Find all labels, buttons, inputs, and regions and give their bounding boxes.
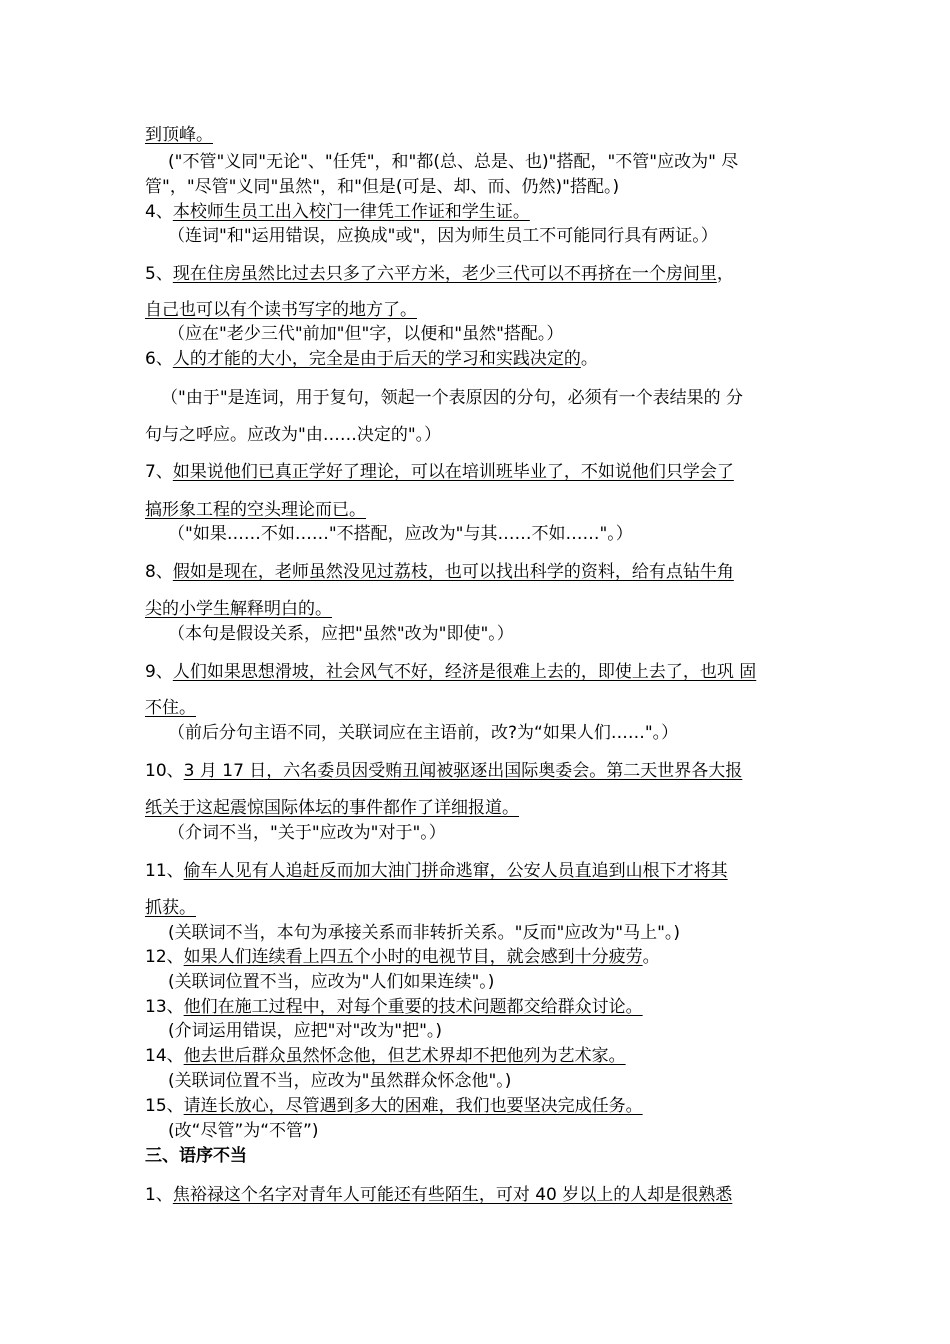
exercise-item-14 [145, 1045, 810, 1067]
exercise-item-12: 12、如果人们连续看上四五个小时的电视节目，就会感到十分疲劳。 [145, 947, 660, 967]
exercise-item-10 [145, 760, 810, 782]
text-line [145, 897, 810, 919]
underlined-text: 如果人们连续看上四五个小时的电视节目，就会感到十分疲劳 [183, 947, 643, 967]
explanation-line: 管"，"尽管"义同"虽然"，和"但是(可是、却、而、仍然)"搭配。) [145, 177, 620, 197]
item-number: 14、 [145, 1046, 184, 1066]
item-number: 4、 [145, 202, 173, 222]
item-number: 1、 [145, 1185, 173, 1205]
text-line [145, 299, 810, 321]
exercise-item-15 [145, 1095, 810, 1117]
explanation-line: 句与之呼应。应改为"由……决定的"。） [145, 425, 442, 445]
underlined-text: 纸关于这起震惊国际体坛的事件都作了详细报道。 [145, 798, 519, 818]
explanation-line: （连词"和"运用错误，应换成"或"，因为师生员工不可能同行具有两证。） [168, 226, 718, 246]
item-number: 11、 [145, 861, 184, 881]
item-number: 13、 [145, 997, 184, 1017]
text-line [145, 797, 810, 819]
underlined-text: 人们如果思想滑坡，社会风气不好，经济是很难上去的，即使上去了，也巩 固 [172, 662, 757, 682]
exercise-item-8 [145, 561, 810, 583]
item-number: 10、 [145, 761, 184, 781]
item-number: 5、 [145, 264, 173, 284]
exercise-item-11 [145, 860, 810, 882]
explanation-line: (关联词不当，本句为承接关系而非转折关系。"反而"应改为"马上"。) [168, 923, 681, 943]
exercise-item-13 [145, 996, 810, 1018]
underlined-text: 3 月 17 日，六名委员因受贿丑闻被驱逐出国际奥委会。第二天世界各大报 [183, 761, 743, 781]
explanation-line: （"由于"是连词，用于复句，领起一个表原因的分句，必须有一个表结果的 分 [161, 388, 744, 408]
underlined-text: 如果说他们已真正学好了理论，可以在培训班毕业了，不如说他们只学会了 [172, 462, 734, 482]
text-line [145, 598, 810, 620]
underlined-text: 本校师生员工出入校门一律凭工作证和学生证。 [172, 202, 530, 222]
exercise-item-7 [145, 461, 810, 483]
underlined-text: 现在住房虽然比过去只多了六平方米，老少三代可以不再挤在一个房间里 [172, 264, 717, 284]
explanation-line: (关联词位置不当，应改为"人们如果连续"。) [168, 972, 495, 992]
item-number: 15、 [145, 1096, 184, 1116]
text-line [145, 499, 810, 521]
item-number: 6、 [145, 349, 173, 369]
underlined-text: 尖的小学生解释明白的。 [145, 599, 332, 619]
section-heading: 三、语序不当 [145, 1146, 247, 1166]
text-line [145, 697, 810, 719]
underlined-text: 搞形象工程的空头理论而已。 [145, 500, 366, 520]
explanation-line: （前后分句主语不同，关联词应在主语前，改?为“如果人们……"。） [168, 723, 679, 743]
underlined-text: 请连长放心，尽管遇到多大的困难，我们也要坚决完成任务。 [183, 1096, 643, 1116]
underlined-text: 焦裕禄这个名字对青年人可能还有些陌生，可对 40 岁以上的人却是很熟悉 [172, 1185, 733, 1205]
explanation-line: (改“尽管”为“不管”) [168, 1121, 319, 1141]
underlined-text: 偷车人见有人追赶反而加大油门拼命逃窜，公安人员直追到山根下才将其 [183, 861, 728, 881]
explanation-line: （"如果……不如……"不搭配，应改为"与其……不如……"。） [168, 524, 633, 544]
exercise-item-4 [145, 201, 810, 223]
exercise-item-9 [145, 661, 810, 683]
exercise-item-6: 6、人的才能的大小，完全是由于后天的学习和实践决定的。 [145, 349, 598, 369]
underlined-text: 自己也可以有个读书写字的地方了。 [145, 300, 417, 320]
exercise-item-5: 5、现在住房虽然比过去只多了六平方米，老少三代可以不再挤在一个房间里， [145, 264, 734, 284]
underlined-text: 不住。 [145, 698, 196, 718]
item-number: 7、 [145, 462, 173, 482]
explanation-line: (关联词位置不当，应改为"虽然群众怀念他"。) [168, 1071, 512, 1091]
underlined-text: 抓获。 [145, 898, 196, 918]
item-number: 12、 [145, 947, 184, 967]
text-line [145, 124, 810, 146]
item-number: 9、 [145, 662, 173, 682]
explanation-line: （应在"老少三代"前加"但"字，以便和"虽然"搭配。） [168, 324, 564, 344]
explanation-line: (介词运用错误，应把"对"改为"把"。) [168, 1021, 443, 1041]
exercise-item-1 [145, 1184, 810, 1206]
item-number: 8、 [145, 562, 173, 582]
explanation-line: （本句是假设关系，应把"虽然"改为"即使"。） [168, 624, 514, 644]
underlined-text: 他去世后群众虽然怀念他，但艺术界却不把他列为艺术家。 [183, 1046, 626, 1066]
explanation-line: ("不管"义同"无论"、"任凭"，和"都(总、总是、也)"搭配，"不管"应改为" 尽 [168, 152, 739, 172]
underlined-text: 假如是现在，老师虽然没见过荔枝，也可以找出科学的资料，给有点钻牛角 [172, 562, 734, 582]
explanation-line: （介词不当，"关于"应改为"对于"。） [168, 823, 446, 843]
underlined-text: 人的才能的大小，完全是由于后天的学习和实践决定的 [172, 349, 581, 369]
underlined-text: 到顶峰。 [145, 125, 213, 145]
underlined-text: 他们在施工过程中，对每个重要的技术问题都交给群众讨论。 [183, 997, 643, 1017]
